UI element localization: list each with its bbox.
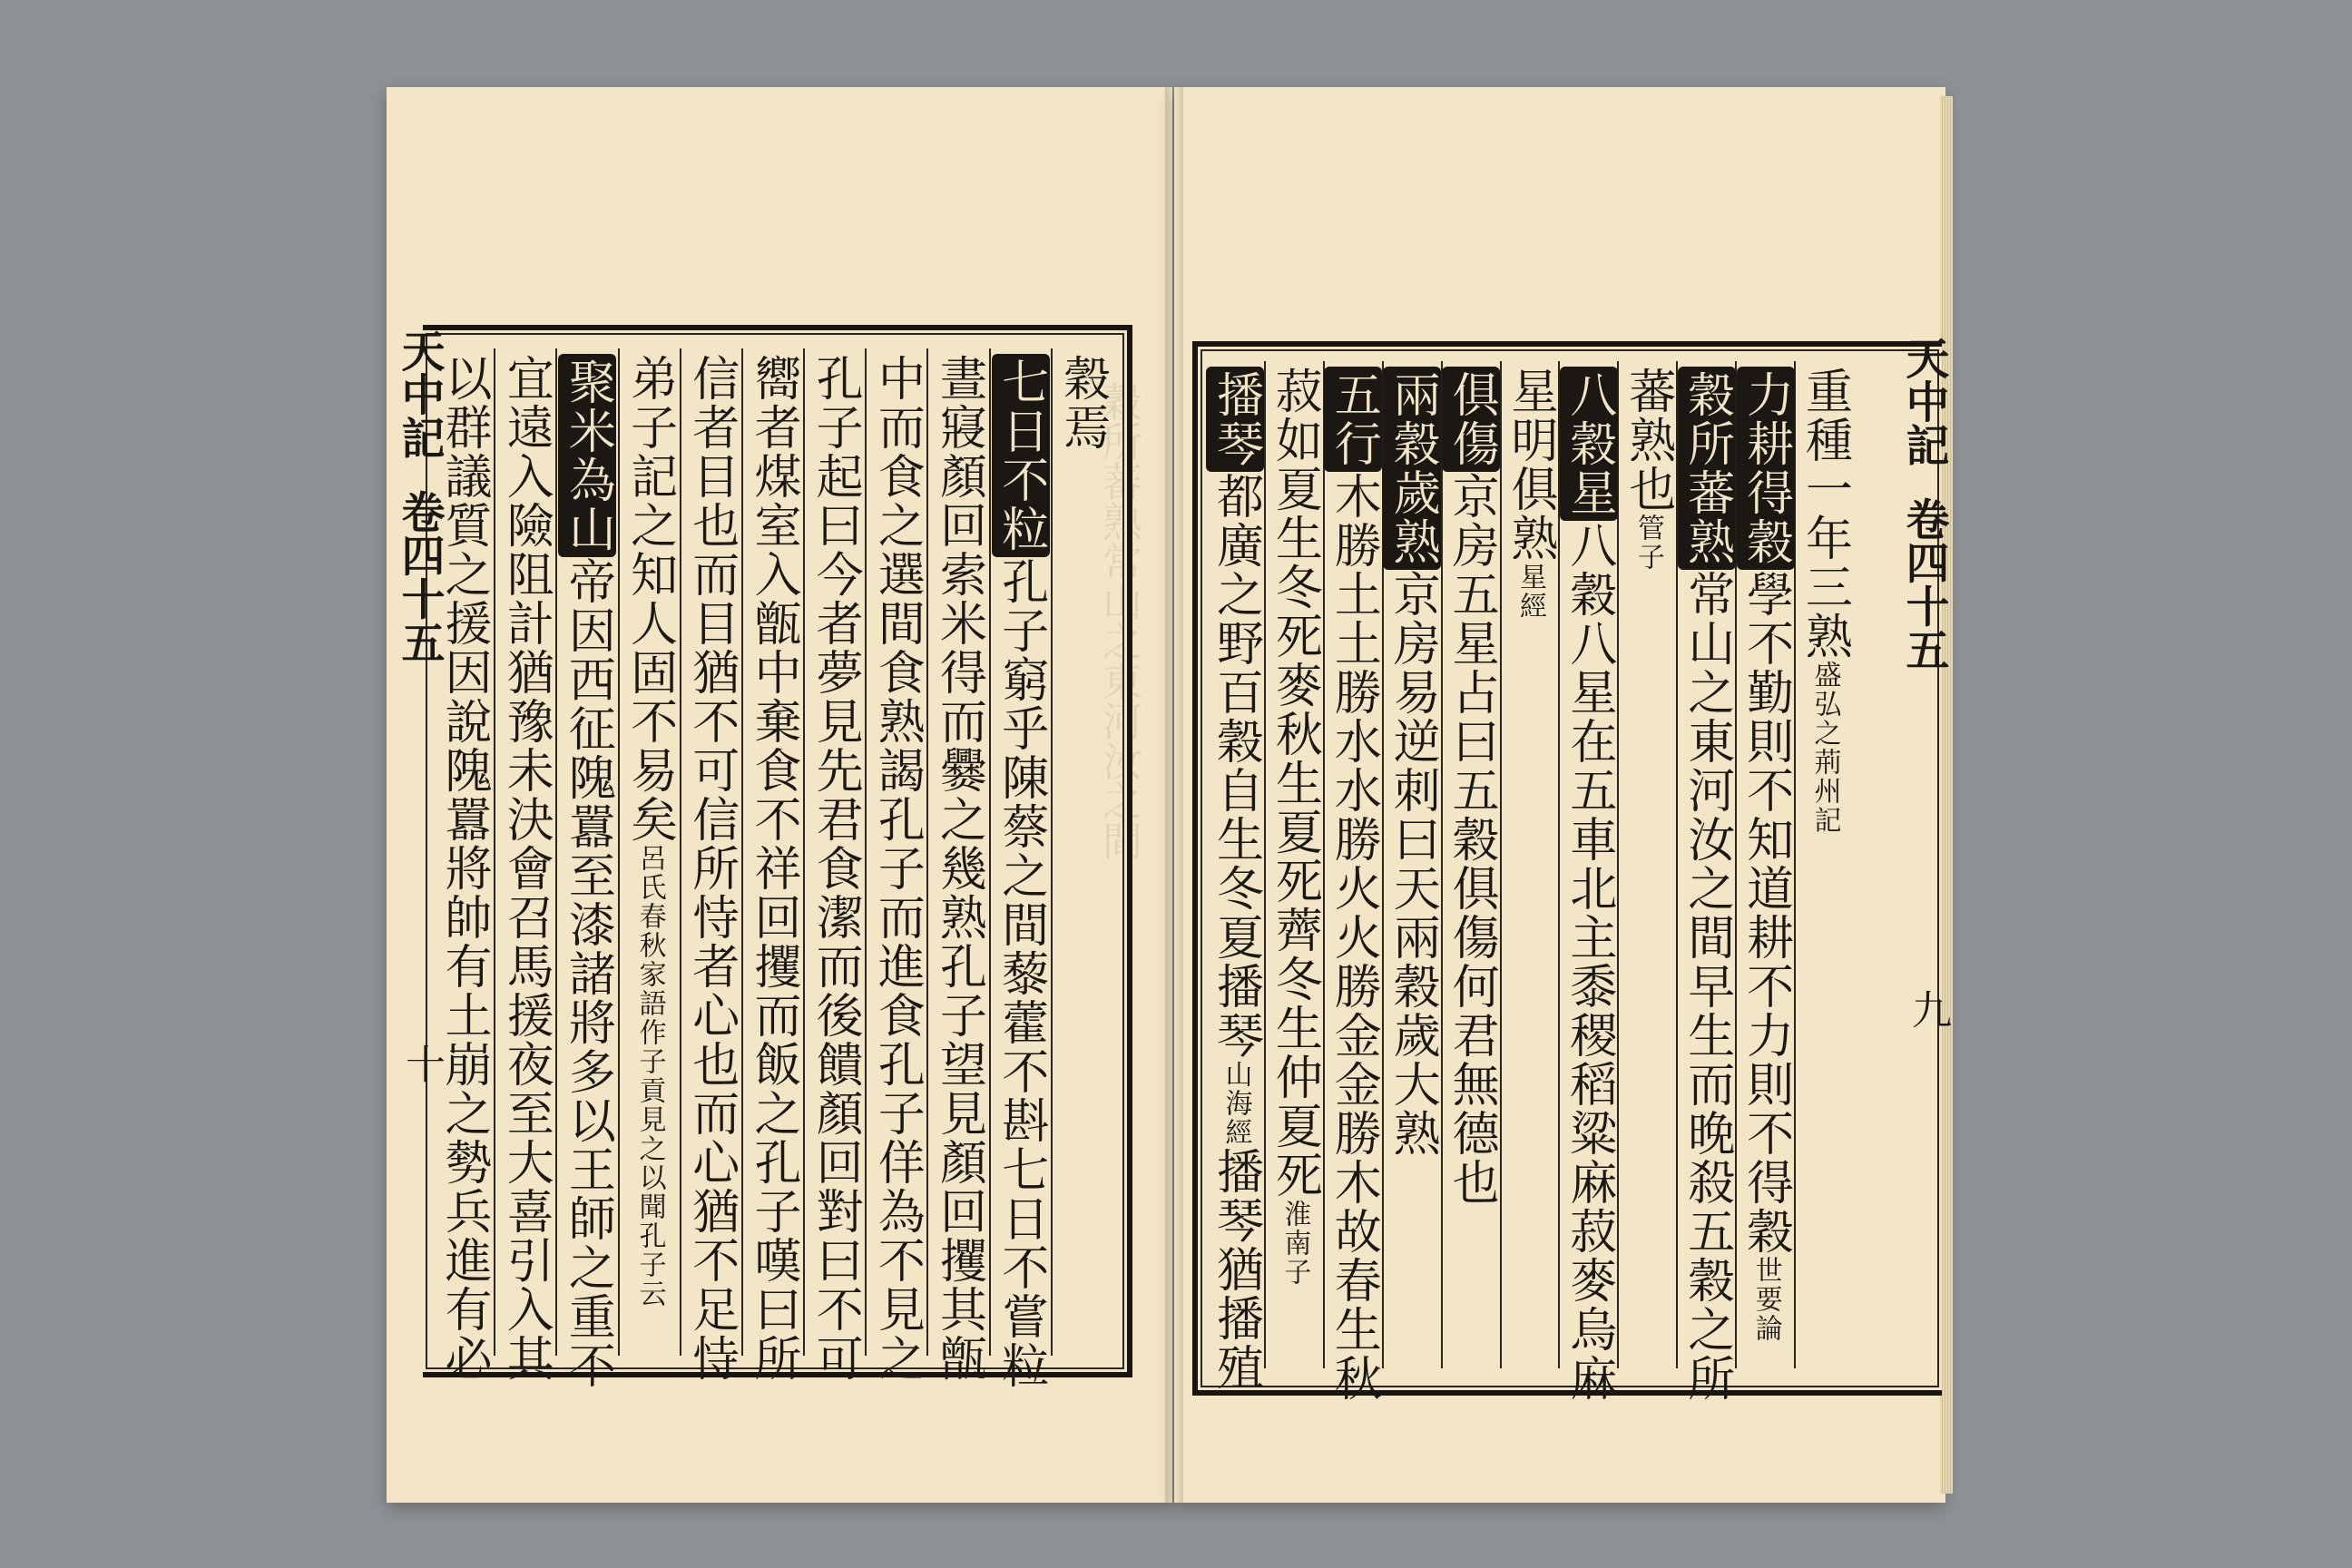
text-column xyxy=(1617,361,1676,1368)
left-folio: 十 xyxy=(398,1044,445,1083)
body-text: 帝因西征隗囂至漆諸將多以王師之重不 xyxy=(560,557,615,1390)
column-text xyxy=(683,348,739,1383)
entry-heading-label: 兩穀歲熟 xyxy=(1383,367,1441,570)
text-column xyxy=(1794,361,1853,1368)
text-column xyxy=(1207,361,1264,1392)
entry-heading-label: 播琴 xyxy=(1206,367,1264,472)
column-text xyxy=(560,348,615,1390)
column-text xyxy=(622,348,677,1356)
body-text: 八穀八星在五車北主黍稷稻粱麻菽麥烏麻 xyxy=(1561,521,1616,1403)
column-text xyxy=(1620,361,1675,1368)
column-text xyxy=(1267,361,1322,1368)
body-text: 晝寢顏回索米得而爨之幾熟孔子望見顏回攫其甑 xyxy=(931,354,986,1383)
left-margin-title: 天中記 卷四十五 xyxy=(394,328,445,664)
body-text: 信者目也而目猶不可信所恃者心也而心猶不足恃 xyxy=(683,354,739,1383)
text-column xyxy=(1500,361,1559,1368)
column-text xyxy=(1738,361,1793,1368)
book-gutter xyxy=(1165,87,1183,1503)
text-column xyxy=(1051,348,1112,1356)
column-text xyxy=(1444,361,1499,1368)
right-margin-title: 天中記 卷四十五 xyxy=(1898,336,1949,671)
entry-heading-label: 八穀星 xyxy=(1560,367,1618,521)
source-note: 星經 xyxy=(1514,563,1547,621)
source-note: 盛弘之荊州記 xyxy=(1808,661,1841,835)
column-text xyxy=(436,348,492,1383)
column-text xyxy=(745,348,800,1383)
body-text: 京房易逆刺曰天兩穀歲大熟 xyxy=(1385,570,1440,1158)
text-column xyxy=(1558,361,1617,1403)
page-edges xyxy=(1940,96,1953,1494)
entry-heading-label: 聚米為山 xyxy=(558,354,616,557)
body-text: 蕃熟也 xyxy=(1620,367,1675,514)
text-column xyxy=(680,348,741,1383)
body-text: 中而食之選間食熟謁孔子而進食孔子佯為不見之 xyxy=(869,354,925,1383)
text-column xyxy=(494,348,555,1383)
text-column xyxy=(741,348,803,1383)
text-column xyxy=(803,348,865,1383)
entry-heading-label: 俱傷 xyxy=(1442,367,1500,472)
text-column xyxy=(989,348,1051,1390)
body-text: 木勝土土勝水水勝火火勝金金勝木故春生秋 xyxy=(1326,472,1381,1403)
source-note: 淮南子 xyxy=(1279,1200,1311,1287)
body-text: 常山之東河汝之間早生而晚殺五穀之所 xyxy=(1679,570,1734,1403)
body-text: 都廣之野百穀自生冬夏播琴 xyxy=(1208,472,1263,1060)
left-text-columns xyxy=(434,348,1112,1390)
body-text: 星明俱熟 xyxy=(1503,367,1558,563)
text-column xyxy=(1676,361,1735,1403)
source-note: 管子 xyxy=(1632,514,1664,572)
show-through-text: 穀所蕃熟常山之東河汝之間 xyxy=(1095,381,1142,860)
entry-heading-label: 力耕得穀 xyxy=(1737,367,1795,570)
text-column xyxy=(1264,361,1323,1368)
right-text-columns xyxy=(1207,361,1853,1403)
column-text xyxy=(1054,348,1110,1356)
column-text xyxy=(869,348,925,1383)
entry-heading-label: 穀所蕃熟 xyxy=(1678,367,1736,570)
text-column xyxy=(1382,361,1441,1368)
body-text: 弟子記之知人固不易矣 xyxy=(622,354,677,844)
text-column xyxy=(1441,361,1500,1368)
source-note: 呂氏春秋家語作子貢見之以聞孔子云 xyxy=(633,844,666,1308)
entry-heading-label: 七日不粒 xyxy=(992,354,1050,557)
body-text: 重種一年三熟 xyxy=(1797,367,1852,661)
column-text xyxy=(931,348,986,1383)
column-text xyxy=(1797,361,1852,1368)
column-text xyxy=(1385,361,1440,1368)
column-text xyxy=(498,348,554,1383)
body-text: 孔子起曰今者夢見先君食潔而後饋顏回對曰不可 xyxy=(808,354,863,1383)
text-column xyxy=(618,348,680,1356)
text-column xyxy=(865,348,926,1383)
column-text xyxy=(1208,361,1263,1392)
column-text xyxy=(1326,361,1381,1403)
body-text: 播琴猶播殖 xyxy=(1208,1147,1263,1392)
body-text: 京房五星占曰五穀俱傷何君無德也 xyxy=(1444,472,1499,1207)
text-column xyxy=(926,348,988,1383)
text-column xyxy=(555,348,617,1390)
column-text xyxy=(808,348,863,1383)
column-text xyxy=(1679,361,1734,1403)
source-note: 世要論 xyxy=(1749,1256,1782,1343)
text-column xyxy=(1323,361,1382,1403)
column-text xyxy=(1561,361,1616,1403)
body-text: 學不勤則不知道耕不力則不得穀 xyxy=(1738,570,1793,1256)
body-text: 以群議質之援因說隗囂將帥有土崩之勢兵進有必 xyxy=(436,354,492,1383)
body-text: 菽如夏生冬死麥秋生夏死薺冬生仲夏死 xyxy=(1267,367,1322,1200)
right-folio: 九 xyxy=(1905,989,1951,1029)
column-text xyxy=(1503,361,1558,1368)
body-text: 嚮者煤室入甑中棄食不祥回攫而飯之孔子嘆曰所 xyxy=(745,354,800,1383)
body-text: 穀焉 xyxy=(1054,354,1110,452)
body-text: 孔子窮乎陳蔡之間藜藿不斟七日不嘗粒 xyxy=(993,557,1048,1390)
column-text xyxy=(993,348,1048,1390)
body-text: 宜遠入險阻計猶豫未決會召馬援夜至大喜引入其 xyxy=(498,354,554,1383)
entry-heading-label: 五行 xyxy=(1324,367,1382,472)
text-column xyxy=(434,348,494,1383)
text-column xyxy=(1735,361,1794,1368)
source-note: 山海經 xyxy=(1220,1060,1252,1147)
